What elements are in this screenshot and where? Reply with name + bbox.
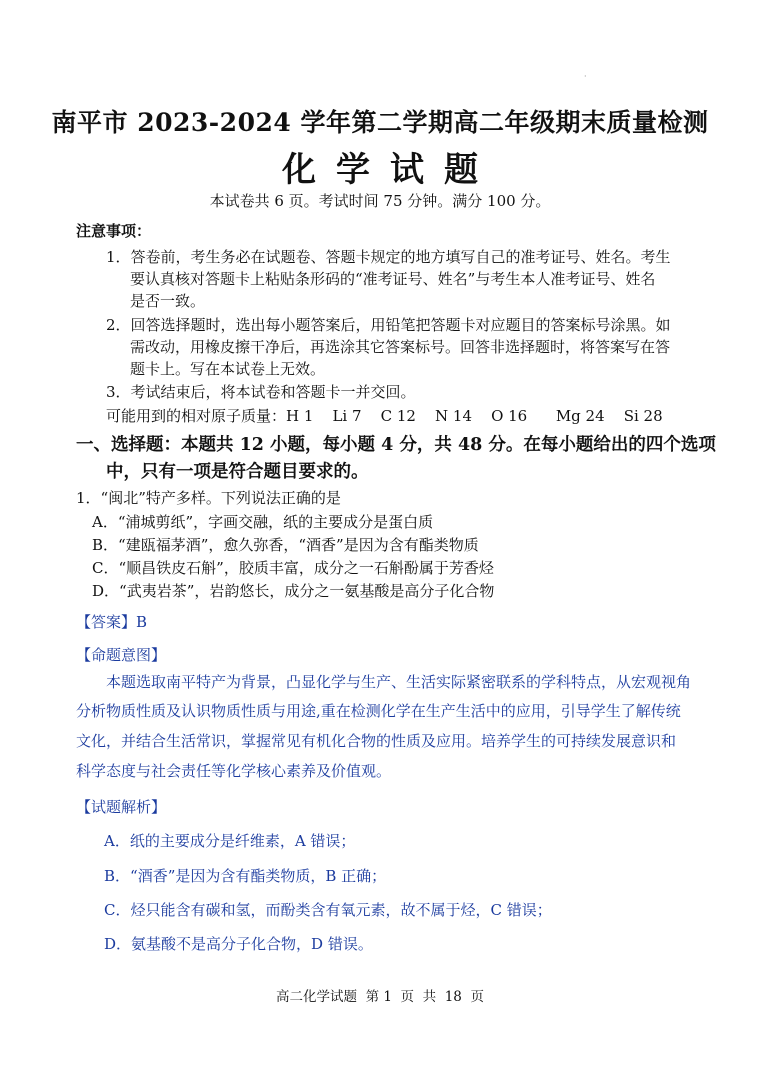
- page-footer: 高二化学试题 第 1 页 共 18 页: [276, 989, 484, 1005]
- question-stem: 1．“闽北”特产多样。下列说法正确的是: [76, 489, 341, 507]
- option-b: B．“建瓯福茅酒”，愈久弥香，“酒香”是因为含有酯类物质: [92, 536, 479, 554]
- analysis-line: B．“酒香”是因为含有酯类物质，B 正确；: [104, 867, 387, 885]
- intent-tag: 【命题意图】: [76, 646, 167, 664]
- option-d: D．“武夷岩茶”，岩韵悠长，成分之一氨基酸是高分子化合物: [92, 582, 495, 600]
- option-a: A．“浦城剪纸”，字画交融，纸的主要成分是蛋白质: [92, 513, 434, 531]
- notice-line: 2．回答选择题时，选出每小题答案后，用铅笔把答题卡对应题目的答案标号涂黑。如: [106, 316, 671, 334]
- atomic-masses: 可能用到的相对原子质量：H 1 Li 7 C 12 N 14 O 16 Mg 24 Si 28: [106, 407, 663, 425]
- section-heading-cont: 中，只有一项是符合题目要求的。: [106, 462, 369, 482]
- analysis-tag: 【试题解析】: [76, 798, 167, 816]
- notice-heading: 注意事项：: [76, 222, 152, 240]
- analysis-line: C．烃只能含有碳和氢，而酚类含有氧元素，故不属于烃，C 错误；: [104, 901, 552, 919]
- notice-line: 题卡上。写在本试卷上无效。: [130, 360, 326, 378]
- intent-line: 科学态度与社会责任等化学核心素养及价值观。: [76, 762, 392, 780]
- notice-line: 要认真核对答题卡上粘贴条形码的“准考证号、姓名”与考生本人准考证号、姓名: [130, 270, 656, 288]
- answer: 【答案】B: [76, 613, 148, 631]
- analysis-line: A．纸的主要成分是纤维素，A 错误；: [104, 832, 356, 850]
- page-title: 南平市 2023-2024 学年第二学期高二年级期末质量检测: [51, 108, 709, 137]
- intent-line: 分析物质性质及认识物质性质与用途,重在检测化学在生产生活中的应用，引导学生了解传统: [76, 702, 681, 720]
- intent-line: 文化，并结合生活常识，掌握常见有机化合物的性质及应用。培养学生的可持续发展意识和: [76, 732, 677, 750]
- scan-dot: ·: [584, 72, 587, 81]
- notice-line: 需改动，用橡皮擦干净后，再选涂其它答案标号。回答非选择题时，将答案写在答: [130, 338, 671, 356]
- intent-line: 本题选取南平特产为背景，凸显化学与生产、生活实际紧密联系的学科特点，从宏观视角: [106, 673, 692, 691]
- notice-line: 3．考试结束后，将本试卷和答题卡一并交回。: [106, 383, 416, 401]
- exam-info: 本试卷共 6 页。考试时间 75 分钟。满分 100 分。: [209, 192, 551, 210]
- subject-title: 化学试题: [282, 150, 498, 190]
- notice-line: 是否一致。: [130, 292, 206, 310]
- option-c: C．“顺昌铁皮石斛”，胶质丰富，成分之一石斛酚属于芳香烃: [92, 559, 494, 577]
- section-heading: 一、选择题：本题共 12 小题，每小题 4 分，共 48 分。在每小题给出的四个选项: [76, 435, 716, 455]
- notice-line: 1．答卷前，考生务必在试题卷、答题卡规定的地方填写自己的准考证号、姓名。考生: [106, 248, 671, 266]
- analysis-line: D．氨基酸不是高分子化合物，D 错误。: [104, 935, 373, 953]
